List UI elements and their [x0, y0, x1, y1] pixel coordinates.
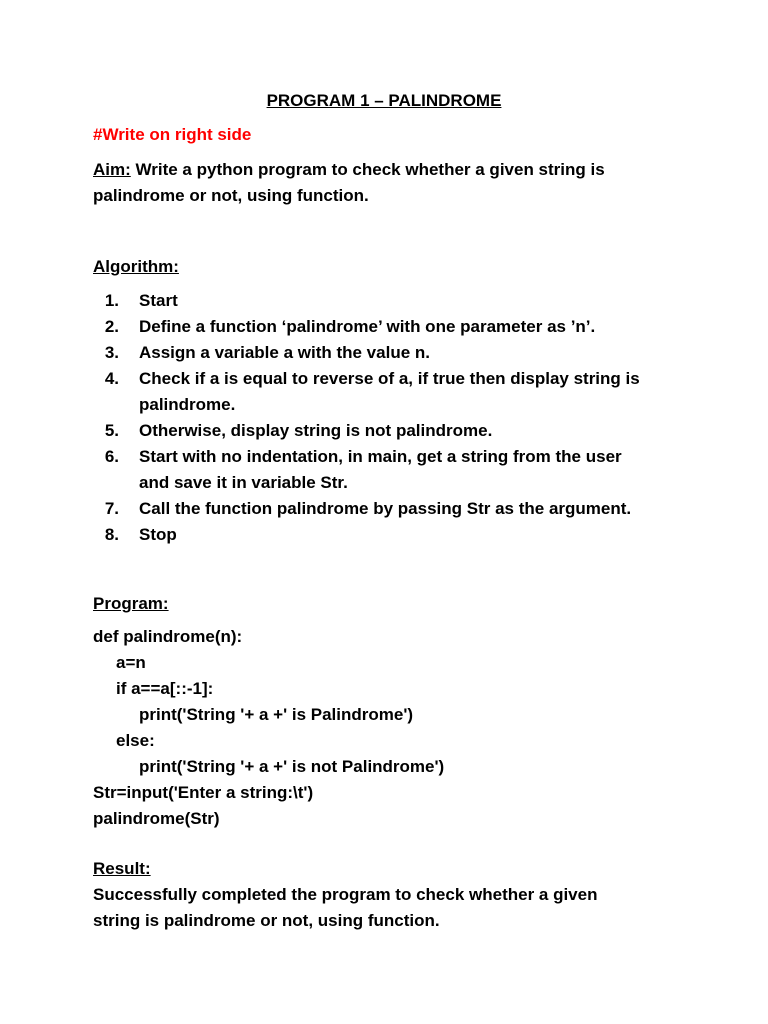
code-line: print('String '+ a +' is not Palindrome') — [139, 757, 445, 776]
algorithm-step-line — [93, 366, 640, 392]
code-line: Str=input('Enter a string:\t') — [93, 783, 314, 802]
algorithm-heading: Algorithm: — [93, 257, 179, 276]
step-number: 4. — [104, 369, 119, 388]
algorithm-step-line — [93, 392, 640, 418]
step-number: 1. — [104, 291, 119, 310]
aim-label: Aim: — [93, 160, 131, 179]
step-number: 8. — [104, 525, 119, 544]
step-text: Start — [139, 291, 178, 310]
result-line-1: Successfully completed the program to check whether a given — [93, 885, 598, 904]
code-line: print('String '+ a +' is Palindrome') — [139, 705, 414, 724]
step-text: Define a function ‘palindrome’ with one parameter as ’n’. — [139, 317, 596, 336]
page-title: PROGRAM 1 – PALINDROME — [266, 91, 502, 110]
step-text: palindrome. — [139, 395, 236, 414]
code-line: a=n — [116, 653, 146, 672]
step-number: 7. — [104, 499, 119, 518]
aim-line-2: palindrome or not, using function. — [93, 186, 369, 205]
code-line: if a==a[::-1]: — [116, 679, 214, 698]
step-text: Check if a is equal to reverse of a, if true then display string is — [139, 369, 640, 388]
step-text: Assign a variable a with the value n. — [139, 343, 430, 362]
step-text: Call the function palindrome by passing Str as the argument. — [139, 499, 632, 518]
aim-line-1 — [93, 159, 605, 181]
code-block — [93, 624, 444, 832]
algorithm-step-line — [93, 522, 640, 548]
algorithm-step-line — [93, 340, 640, 366]
algorithm-step-line — [93, 444, 640, 470]
instruction-note: #Write on right side — [93, 125, 252, 144]
algorithm-step-line — [93, 314, 640, 340]
step-text: Stop — [139, 525, 177, 544]
algorithm-step-line — [93, 418, 640, 444]
step-text: and save it in variable Str. — [139, 473, 348, 492]
algorithm-step-line — [93, 288, 640, 314]
result-line-2: string is palindrome or not, using function. — [93, 911, 440, 930]
code-line: def palindrome(n): — [93, 627, 243, 646]
step-number: 5. — [104, 421, 119, 440]
step-number: 3. — [104, 343, 119, 362]
code-line: else: — [116, 731, 155, 750]
aim-text-1: Write a python program to check whether a given string is — [135, 160, 605, 179]
algorithm-step-line — [93, 496, 640, 522]
step-number: 6. — [104, 447, 119, 466]
result-heading: Result: — [93, 859, 151, 878]
algorithm-step-line — [93, 470, 640, 496]
step-text: Start with no indentation, in main, get a string from the user — [139, 447, 622, 466]
step-number: 2. — [104, 317, 119, 336]
algorithm-list — [93, 288, 640, 548]
program-heading: Program: — [93, 594, 169, 613]
code-line: palindrome(Str) — [93, 809, 220, 828]
step-text: Otherwise, display string is not palindrome. — [139, 421, 493, 440]
